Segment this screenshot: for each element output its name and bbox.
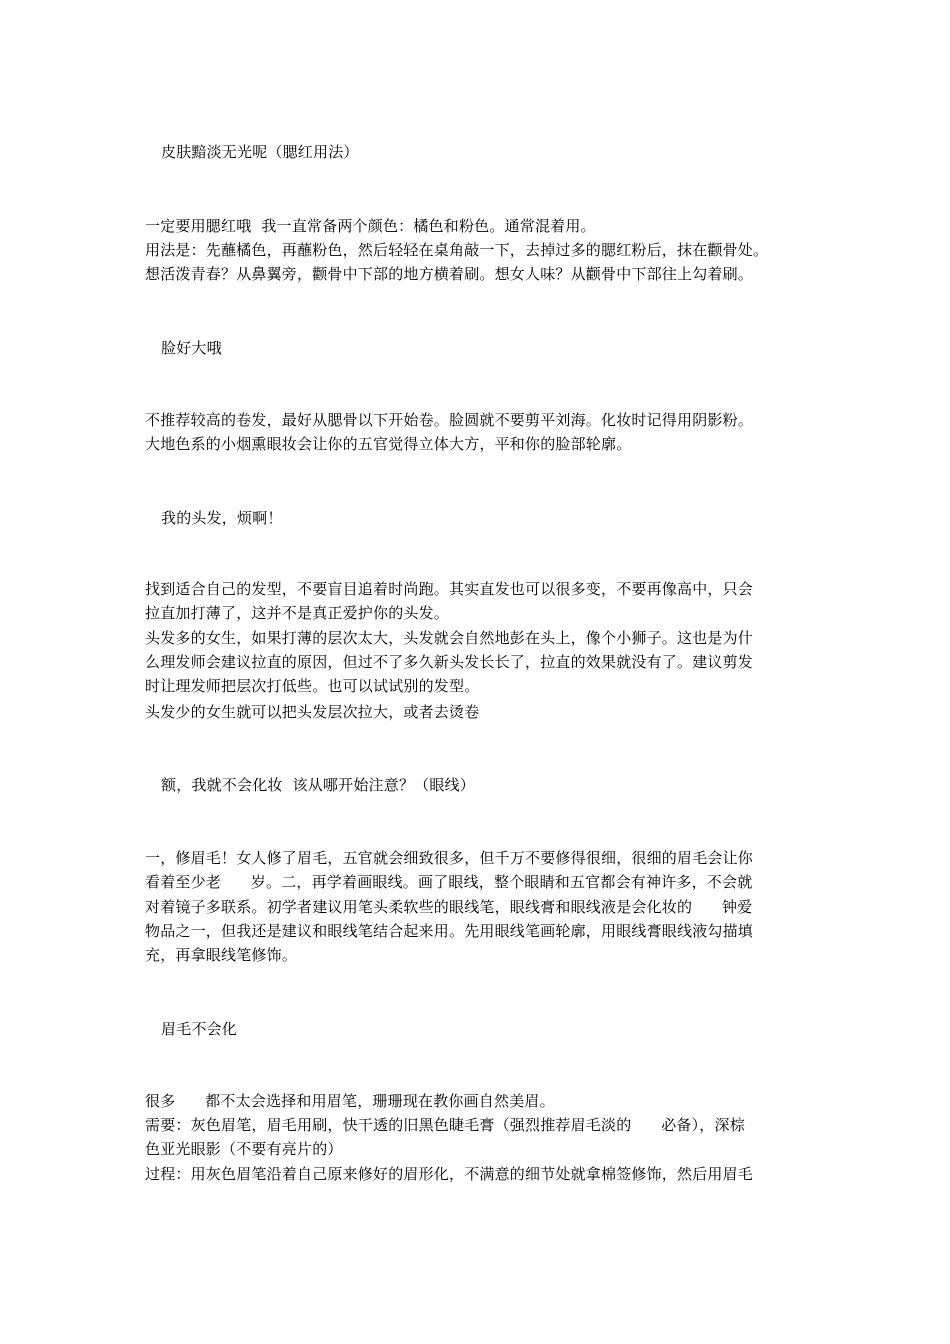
paragraph-line: 色亚光眼影（不要有亮片的） [145, 1140, 343, 1158]
paragraph-line: 时让理发师把层次打低些。也可以试试别的发型。 [145, 677, 480, 695]
paragraph-line: 看着至少老 岁。二，再学着画眼线。画了眼线，整个眼睛和五官都会有神许多，不会就 [145, 873, 753, 891]
paragraph-line: 头发少的女生就可以把头发层次拉大，或者去烫卷 [145, 703, 480, 721]
section-heading-eyebrows: 眉毛不会化 [161, 1020, 238, 1038]
paragraph-line: 大地色系的小烟熏眼妆会让你的五官觉得立体大方，平和你的脸部轮廓。 [145, 435, 632, 453]
paragraph-line: 过程：用灰色眉笔沿着自己原来修好的眉形化，不满意的细节处就拿棉签修饰，然后用眉毛 [145, 1165, 754, 1183]
paragraph-line: 头发多的女生，如果打薄的层次太大，头发就会自然地彭在头上，像个小狮子。这也是为什 [145, 629, 754, 647]
section-heading-hair: 我的头发，烦啊！ [161, 509, 283, 527]
paragraph-line: 很多 都不太会选择和用眉笔，珊珊现在教你画自然美眉。 [145, 1092, 555, 1110]
paragraph-line: 一定要用腮红哦 我一直常备两个颜色：橘色和粉色。通常混着用。 [145, 217, 596, 235]
paragraph-line: 用法是：先蘸橘色，再蘸粉色，然后轻轻在桌角敲一下，去掉过多的腮红粉后，抹在颧骨处。 [145, 241, 769, 259]
paragraph-line: 拉直加打薄了，这并不是真正爱护你的头发。 [145, 604, 450, 622]
section-heading-eyeliner: 额，我就不会化妆 该从哪开始注意？（眼线） [161, 776, 475, 794]
paragraph-line: 充，再拿眼线笔修饰。 [145, 946, 298, 964]
section-heading-blush: 皮肤黯淡无光呢（腮红用法） [161, 143, 359, 161]
paragraph-line: 不推荐较高的卷发，最好从腮骨以下开始卷。脸圆就不要剪平刘海。化妆时记得用阴影粉。 [145, 411, 754, 429]
paragraph-line: 一，修眉毛！女人修了眉毛，五官就会细致很多，但千万不要修得很细，很细的眉毛会让你 [145, 849, 754, 867]
paragraph-line: 对着镜子多联系。初学者建议用笔头柔软些的眼线笔，眼线膏和眼线液是会化妆的 钟爱 [145, 898, 753, 916]
paragraph-line: 需要：灰色眉笔，眉毛用刷，快干透的旧黑色睫毛膏（强烈推荐眉毛淡的 必备），深棕 [145, 1116, 745, 1134]
section-heading-big-face: 脸好大哦 [161, 339, 222, 357]
paragraph-line: 找到适合自己的发型，不要盲目追着时尚跑。其实直发也可以很多变，不要再像高中，只会 [145, 580, 754, 598]
paragraph-line: 么理发师会建议拉直的原因，但过不了多久新头发长长了，拉直的效果就没有了。建议剪发 [145, 653, 754, 671]
paragraph-line: 想活泼青春？从鼻翼旁，颧骨中下部的地方横着刷。想女人味？从颧骨中下部往上勾着刷。 [145, 265, 754, 283]
paragraph-line: 物品之一，但我还是建议和眼线笔结合起来用。先用眼线笔画轮廓，用眼线膏眼线液勾描填 [145, 922, 754, 940]
